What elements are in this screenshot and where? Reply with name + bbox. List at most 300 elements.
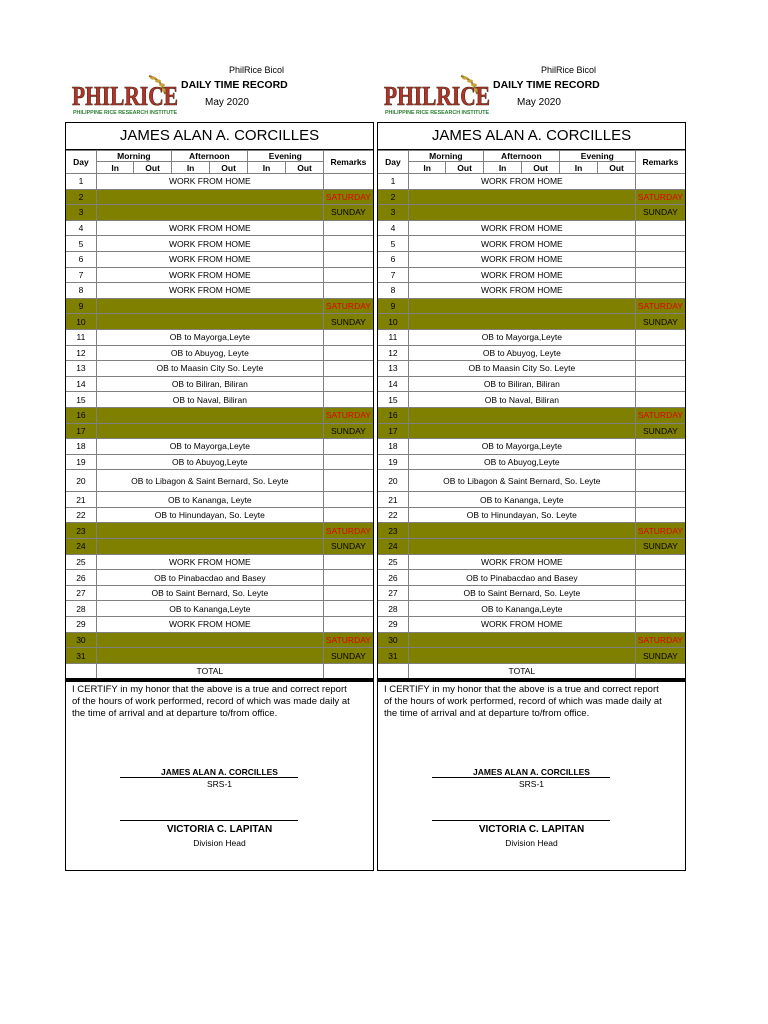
activity-cell [96,298,323,314]
employee-signature-line [432,777,610,778]
remarks-cell: SATURDAY [635,407,685,423]
table-row [378,189,685,205]
remarks-cell [635,236,685,252]
remarks-cell [635,585,685,601]
evening-in-header: In [247,162,285,174]
remarks-cell [323,439,373,455]
table-row [66,539,373,555]
remarks-cell [635,392,685,408]
remarks-cell [635,570,685,586]
remarks-header: Remarks [635,151,685,174]
table-row [66,174,373,190]
table-row [378,236,685,252]
activity-cell: WORK FROM HOME [96,267,323,283]
remarks-cell [323,470,373,492]
day-cell: 1 [378,174,408,190]
day-cell: 14 [66,376,96,392]
table-row [66,267,373,283]
activity-cell: OB to Abuyog, Leyte [408,345,635,361]
table-row [66,407,373,423]
activity-cell: OB to Kananga,Leyte [96,601,323,617]
activity-cell [96,407,323,423]
day-cell: 16 [378,407,408,423]
table-row [66,454,373,470]
morning-in-header: In [96,162,133,174]
activity-cell: WORK FROM HOME [408,283,635,299]
remarks-cell [323,601,373,617]
table-row [66,314,373,330]
activity-cell: OB to Kananga, Leyte [408,492,635,508]
remarks-cell [323,361,373,377]
day-cell: 15 [378,392,408,408]
table-row [378,539,685,555]
day-cell: 17 [66,423,96,439]
table-row [66,470,373,492]
table-row [66,439,373,455]
remarks-cell [323,554,373,570]
day-cell: 22 [378,507,408,523]
head-signature-line [120,820,298,821]
remarks-cell [323,236,373,252]
day-cell: 23 [378,523,408,539]
day-cell: 11 [378,329,408,345]
remarks-cell: SATURDAY [635,523,685,539]
table-row [66,220,373,236]
activity-cell: OB to Hinundayan, So. Leyte [96,507,323,523]
activity-cell: OB to Maasin City So. Leyte [408,361,635,377]
remarks-cell [635,329,685,345]
record-month: May 2020 [517,97,561,108]
table-row [66,648,373,664]
remarks-cell [635,507,685,523]
remarks-cell: SUNDAY [323,648,373,664]
table-row [66,570,373,586]
time-table [378,150,685,679]
remarks-cell [635,251,685,267]
day-cell: 26 [378,570,408,586]
remarks-cell: SATURDAY [323,189,373,205]
day-cell: 17 [378,423,408,439]
table-row [378,523,685,539]
remarks-cell: SUNDAY [323,539,373,555]
dtr-header [377,62,686,122]
remarks-cell [323,251,373,267]
table-row [378,554,685,570]
morning-header: Morning [96,151,171,162]
day-cell: 9 [66,298,96,314]
day-cell: 20 [378,470,408,492]
activity-cell [96,423,323,439]
activity-cell [408,423,635,439]
remarks-cell [635,439,685,455]
table-row [378,376,685,392]
activity-cell: OB to Kananga, Leyte [96,492,323,508]
day-cell: 23 [66,523,96,539]
activity-cell: OB to Naval, Biliran [408,392,635,408]
activity-cell: OB to Pinabacdao and Basey [96,570,323,586]
activity-cell: OB to Abuyog,Leyte [408,454,635,470]
activity-cell: WORK FROM HOME [408,251,635,267]
remarks-cell [635,283,685,299]
day-cell: 12 [66,345,96,361]
day-cell: 24 [66,539,96,555]
afternoon-out-header: Out [210,162,248,174]
total-label: TOTAL [96,663,323,678]
day-cell: 26 [66,570,96,586]
remarks-cell [323,454,373,470]
day-cell: 20 [66,470,96,492]
activity-cell: OB to Saint Bernard, So. Leyte [408,585,635,601]
remarks-cell: SATURDAY [635,189,685,205]
table-row [378,314,685,330]
day-cell: 6 [378,251,408,267]
day-cell: 18 [378,439,408,455]
activity-cell: OB to Maasin City So. Leyte [96,361,323,377]
remarks-cell [635,454,685,470]
table-row [378,220,685,236]
employee-signature-name: JAMES ALAN A. CORCILLES [161,766,278,777]
remarks-cell: SUNDAY [323,205,373,221]
activity-cell [96,648,323,664]
remarks-cell [323,376,373,392]
morning-in-header: In [408,162,445,174]
activity-cell: WORK FROM HOME [96,236,323,252]
certification-text: I CERTIFY in my honor that the above is a true and correct report of the hours of work performed, record of which was made daily at the time of arrival and at departure to/from office. [72,683,350,719]
activity-cell [408,298,635,314]
remarks-cell [323,283,373,299]
evening-header: Evening [559,151,635,162]
day-cell: 25 [378,554,408,570]
day-cell: 7 [378,267,408,283]
remarks-cell [323,507,373,523]
table-row [378,507,685,523]
employee-signature-line [120,777,298,778]
table-row [66,601,373,617]
activity-cell: OB to Kananga,Leyte [408,601,635,617]
remarks-cell [323,329,373,345]
day-cell: 19 [66,454,96,470]
remarks-header: Remarks [323,151,373,174]
table-row [378,392,685,408]
remarks-cell: SUNDAY [635,648,685,664]
activity-cell: WORK FROM HOME [408,236,635,252]
remarks-cell [635,492,685,508]
activity-cell: OB to Libagon & Saint Bernard, So. Leyte [408,470,635,492]
remarks-cell [323,570,373,586]
day-cell: 4 [66,220,96,236]
remarks-cell [635,361,685,377]
table-row [66,523,373,539]
remarks-cell: SUNDAY [635,205,685,221]
dtr-card-left [65,62,374,871]
activity-cell [96,205,323,221]
remarks-cell [635,220,685,236]
table-row [378,407,685,423]
head-position: Division Head [193,837,246,848]
table-row [378,251,685,267]
day-cell: 8 [66,283,96,299]
day-cell: 29 [378,617,408,633]
day-cell: 21 [66,492,96,508]
evening-in-header: In [559,162,597,174]
afternoon-header: Afternoon [171,151,247,162]
activity-cell: OB to Naval, Biliran [96,392,323,408]
activity-cell: WORK FROM HOME [408,617,635,633]
activity-cell [96,189,323,205]
day-cell: 16 [66,407,96,423]
remarks-cell: SUNDAY [635,539,685,555]
table-row [378,361,685,377]
activity-cell [96,314,323,330]
morning-out-header: Out [134,162,171,174]
remarks-cell: SATURDAY [323,407,373,423]
remarks-cell [635,174,685,190]
table-row [378,617,685,633]
morning-header: Morning [408,151,483,162]
activity-cell: OB to Pinabacdao and Basey [408,570,635,586]
activity-cell [408,523,635,539]
day-header: Day [66,151,96,174]
remarks-cell [323,492,373,508]
afternoon-in-header: In [483,162,521,174]
dtr-box [65,122,374,680]
morning-out-header: Out [446,162,483,174]
activity-cell: OB to Mayorga,Leyte [96,329,323,345]
table-row [378,174,685,190]
activity-cell: WORK FROM HOME [408,267,635,283]
table-row [66,205,373,221]
table-row [66,376,373,392]
day-cell: 24 [378,539,408,555]
day-cell: 15 [66,392,96,408]
head-position: Division Head [505,837,558,848]
activity-cell: OB to Mayorga,Leyte [408,439,635,455]
table-row [66,423,373,439]
evening-header: Evening [247,151,323,162]
employee-signature-name: JAMES ALAN A. CORCILLES [473,766,590,777]
table-row [378,454,685,470]
remarks-cell [635,470,685,492]
remarks-cell [635,617,685,633]
day-cell: 11 [66,329,96,345]
day-cell: 27 [66,585,96,601]
activity-cell [408,189,635,205]
remarks-cell: SATURDAY [323,298,373,314]
table-row [378,585,685,601]
remarks-cell [635,267,685,283]
day-cell: 4 [378,220,408,236]
table-row [66,507,373,523]
activity-cell [408,632,635,648]
table-row [66,554,373,570]
svg-text:PHILIPPINE RICE RESEARCH INSTI: PHILIPPINE RICE RESEARCH INSTITUTE [73,110,178,116]
activity-cell: WORK FROM HOME [408,220,635,236]
table-row [378,601,685,617]
table-row [66,189,373,205]
remarks-cell [323,617,373,633]
activity-cell: OB to Hinundayan, So. Leyte [408,507,635,523]
day-cell: 7 [66,267,96,283]
org-name: PhilRice Bicol [540,65,597,75]
day-cell: 6 [66,251,96,267]
table-row [378,329,685,345]
table-row [66,251,373,267]
afternoon-out-header: Out [522,162,560,174]
table-row [378,632,685,648]
total-label: TOTAL [408,663,635,678]
remarks-cell [635,376,685,392]
remarks-cell [323,220,373,236]
evening-out-header: Out [598,162,635,174]
day-cell: 21 [378,492,408,508]
day-cell: 28 [378,601,408,617]
table-row [378,570,685,586]
activity-cell [408,539,635,555]
activity-cell: OB to Saint Bernard, So. Leyte [96,585,323,601]
activity-cell [408,314,635,330]
remarks-cell [323,392,373,408]
activity-cell: OB to Mayorga,Leyte [408,329,635,345]
remarks-cell: SATURDAY [635,632,685,648]
day-cell: 10 [378,314,408,330]
record-month: May 2020 [205,97,249,108]
day-cell: 30 [66,632,96,648]
activity-cell [408,205,635,221]
dtr-card-right [377,62,686,871]
table-row [66,585,373,601]
activity-cell: OB to Abuyog,Leyte [96,454,323,470]
day-cell: 3 [66,205,96,221]
table-row [66,617,373,633]
activity-cell [96,523,323,539]
table-row [66,492,373,508]
table-row [66,361,373,377]
activity-cell: WORK FROM HOME [96,174,323,190]
certification-text: I CERTIFY in my honor that the above is a true and correct report of the hours of work performed, record of which was made daily at the time of arrival and at departure to/from office. [384,683,662,719]
head-signature-name: VICTORIA C. LAPITAN [478,823,585,835]
remarks-cell: SUNDAY [635,314,685,330]
activity-cell: OB to Libagon & Saint Bernard, So. Leyte [96,470,323,492]
activity-cell [408,648,635,664]
activity-cell: WORK FROM HOME [96,554,323,570]
remarks-cell [323,345,373,361]
table-row [378,470,685,492]
table-row [378,492,685,508]
remarks-cell [323,585,373,601]
day-cell: 30 [378,632,408,648]
svg-text:PHILIPPINE RICE RESEARCH INSTI: PHILIPPINE RICE RESEARCH INSTITUTE [385,110,490,116]
org-name: PhilRice Bicol [228,65,285,75]
remarks-cell [323,174,373,190]
day-cell: 22 [66,507,96,523]
afternoon-in-header: In [171,162,209,174]
employee-position: SRS-1 [206,778,233,789]
certification-box [65,680,374,871]
day-cell: 19 [378,454,408,470]
day-cell: 2 [378,189,408,205]
day-header: Day [378,151,408,174]
activity-cell: WORK FROM HOME [96,617,323,633]
table-row [378,345,685,361]
activity-cell: OB to Abuyog, Leyte [96,345,323,361]
time-table [66,150,373,679]
day-cell: 27 [378,585,408,601]
remarks-cell: SUNDAY [323,423,373,439]
doc-title: DAILY TIME RECORD [493,79,600,91]
head-signature-line [432,820,610,821]
table-row [66,236,373,252]
table-row [378,298,685,314]
activity-cell: OB to Mayorga,Leyte [96,439,323,455]
day-cell: 3 [378,205,408,221]
day-cell: 2 [66,189,96,205]
evening-out-header: Out [286,162,323,174]
svg-text:PHILRICE: PHILRICE [384,81,490,111]
day-cell: 28 [66,601,96,617]
table-row [66,392,373,408]
svg-text:PHILRICE: PHILRICE [72,81,178,111]
philrice-logo [71,72,183,116]
day-cell: 18 [66,439,96,455]
table-row [378,283,685,299]
remarks-cell [635,345,685,361]
day-cell: 14 [378,376,408,392]
remarks-cell: SATURDAY [635,298,685,314]
table-row [66,298,373,314]
activity-cell [96,539,323,555]
remarks-cell [635,554,685,570]
remarks-cell [635,601,685,617]
day-cell: 5 [66,236,96,252]
doc-title: DAILY TIME RECORD [181,79,288,91]
activity-cell: WORK FROM HOME [96,251,323,267]
activity-cell: WORK FROM HOME [96,283,323,299]
day-cell: 1 [66,174,96,190]
day-cell: 8 [378,283,408,299]
head-signature-name: VICTORIA C. LAPITAN [166,823,273,835]
day-cell: 31 [66,648,96,664]
day-cell: 13 [66,361,96,377]
activity-cell: WORK FROM HOME [408,174,635,190]
activity-cell [408,407,635,423]
dtr-box [377,122,686,680]
remarks-cell: SUNDAY [635,423,685,439]
remarks-cell: SUNDAY [323,314,373,330]
afternoon-header: Afternoon [483,151,559,162]
day-cell: 25 [66,554,96,570]
table-row [66,345,373,361]
table-row [66,632,373,648]
day-cell: 12 [378,345,408,361]
remarks-cell: SATURDAY [323,523,373,539]
certification-box [377,680,686,871]
day-cell: 29 [66,617,96,633]
activity-cell: WORK FROM HOME [96,220,323,236]
dtr-header [65,62,374,122]
table-row [378,205,685,221]
table-row [66,329,373,345]
remarks-cell: SATURDAY [323,632,373,648]
activity-cell: WORK FROM HOME [408,554,635,570]
activity-cell [96,632,323,648]
employee-position: SRS-1 [518,778,545,789]
employee-name: JAMES ALAN A. CORCILLES [66,123,373,150]
employee-name: JAMES ALAN A. CORCILLES [378,123,685,150]
table-row [66,283,373,299]
philrice-logo [383,72,495,116]
activity-cell: OB to Biliran, Biliran [408,376,635,392]
activity-cell: OB to Biliran, Biliran [96,376,323,392]
